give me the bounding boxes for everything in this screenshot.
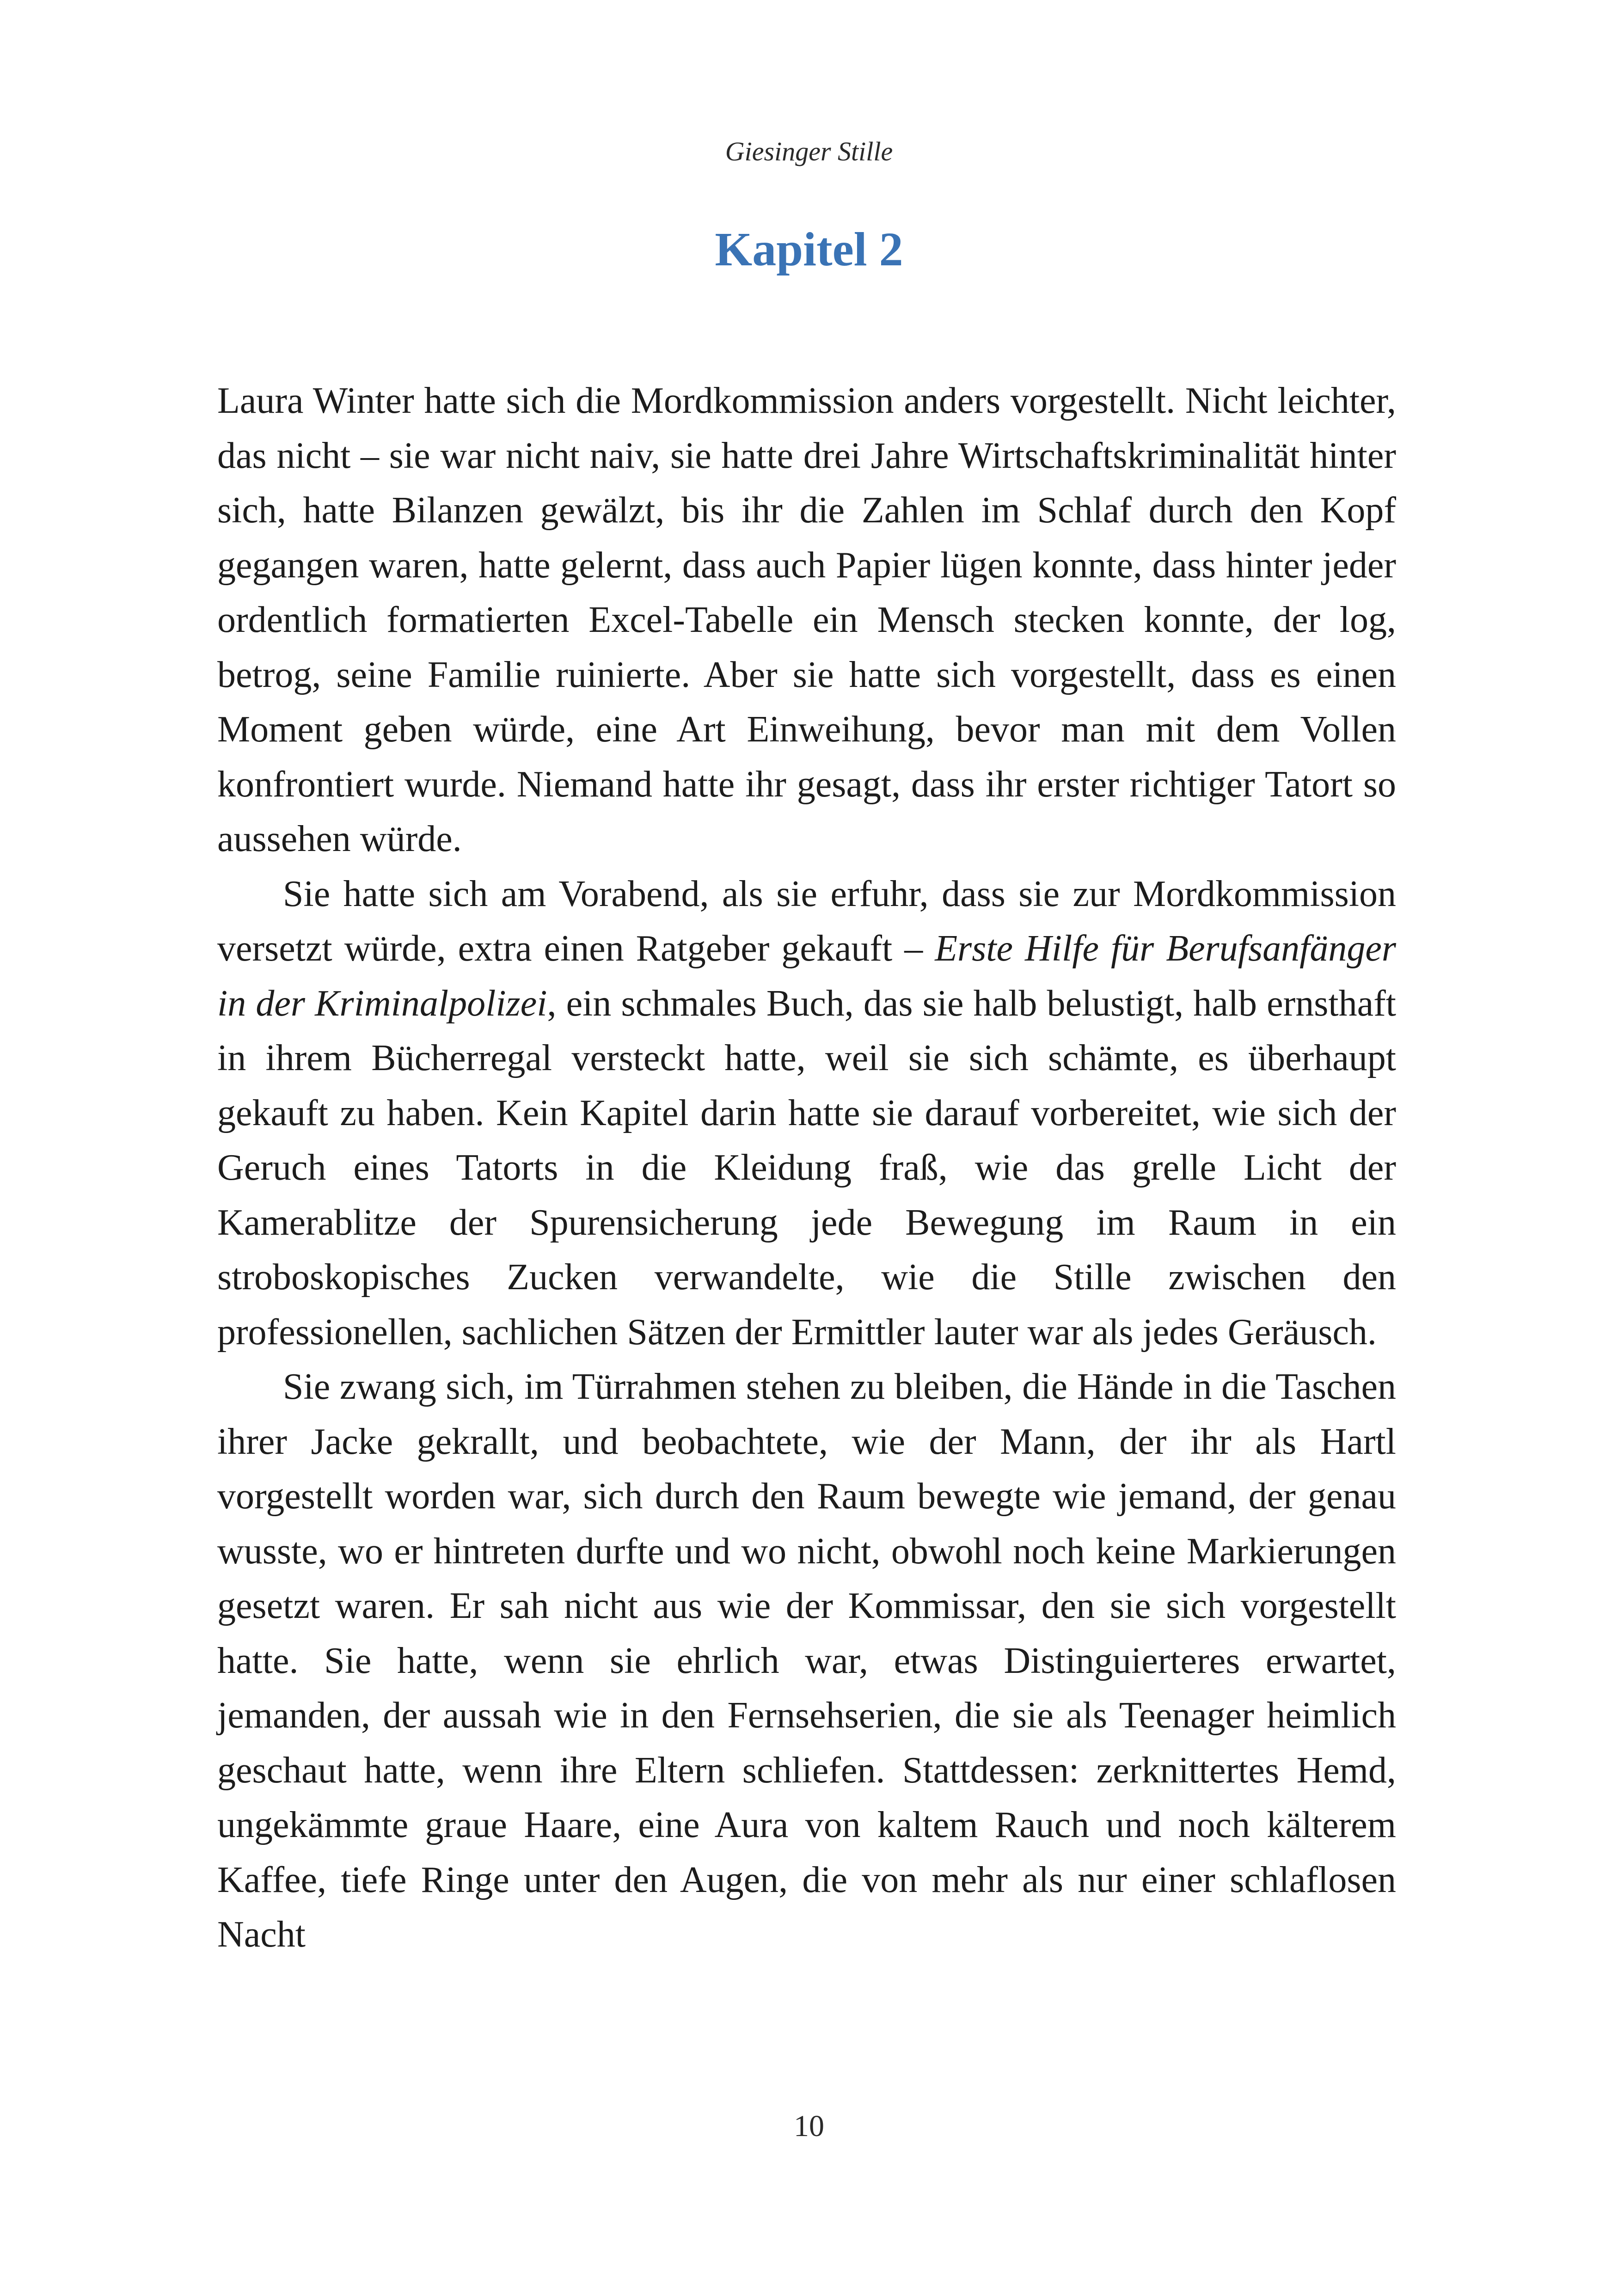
chapter-title: Kapitel 2 bbox=[715, 223, 903, 276]
paragraph-3: Sie zwang sich, im Türrahmen stehen zu bleiben, die Hände in die Taschen ihrer Jacke gekrallt, und beobachtete, wie der Mann, der ihr als Hartl vorgestellt worden war, sich durch den Raum bewegte wie jemand, der genau wusste, wo er hintreten durfte und wo nicht, obwohl noch keine Markierungen gesetzt waren. Er sah nicht aus wie der Kommissar, den sie sich vorgestellt hatte. Sie hatte, wenn sie ehrlich war, etwas Distinguierteres erwartet, jemanden, der aussah wie in den Fernsehserien, die sie als Teenager heimlich geschaut hatte, wenn ihre Eltern schliefen. Stattdessen: zerknittertes Hemd, ungekämmte graue Haare, eine Aura von kaltem Rauch und noch kälterem Kaffee, tiefe Ringe unter den Augen, die von mehr als nur einer schlaflosen Nacht bbox=[217, 1366, 1396, 1955]
paragraph-2-rest: , ein schmales Buch, das sie halb belustigt, halb ernsthaft in ihrem Bücherregal versteckt hatte, weil sie sich schämte, es überhaupt gekauft zu haben. Kein Kapitel darin hatte sie darauf vorbereitet, wie sich der Geruch eines Tatorts in die Kleidung fraß, wie das grelle Licht der Kamerablitze der Spurensicherung jede Bewegung im Raum in ein stroboskopisches Zucken verwandelte, wie die Stille zwischen den professionellen, sachlichen Sätzen der Ermittler lauter war als jedes Geräusch. bbox=[217, 983, 1397, 1353]
page-number: 10 bbox=[794, 2109, 824, 2143]
paragraph-2-lead: Sie hatte sich am Vorabend, als sie erfuhr, dass sie zur Mordkommission versetzt würde, extra einen Ratgeber gekauft – bbox=[217, 873, 1396, 969]
body-text bbox=[217, 373, 1396, 1962]
paragraph-1: Laura Winter hatte sich die Mordkommission anders vorgestellt. Nicht leichter, das nicht – sie war nicht naiv, sie hatte drei Jahre Wirtschaftskriminalität hinter sich, hatte Bilanzen gewälzt, bis ihr die Zahlen im Schlaf durch den Kopf gegangen waren, hatte gelernt, dass auch Papier lügen konnte, dass hinter jeder ordentlich formatierten Excel-Tabelle ein Mensch stecken konnte, der log, betrog, seine Familie ruinierte. Aber sie hatte sich vorgestellt, dass es einen Moment geben würde, eine Art Einweihung, bevor man mit dem Vollen konfrontiert wurde. Niemand hatte ihr gesagt, dass ihr erster richtiger Tatort so aussehen würde. bbox=[217, 380, 1396, 859]
paragraph-2 bbox=[217, 867, 1396, 1360]
book-title: Erste Hilfe für Berufsanfänger in der Kriminalpolizei bbox=[217, 928, 1397, 1024]
running-header: Giesinger Stille bbox=[725, 136, 893, 166]
